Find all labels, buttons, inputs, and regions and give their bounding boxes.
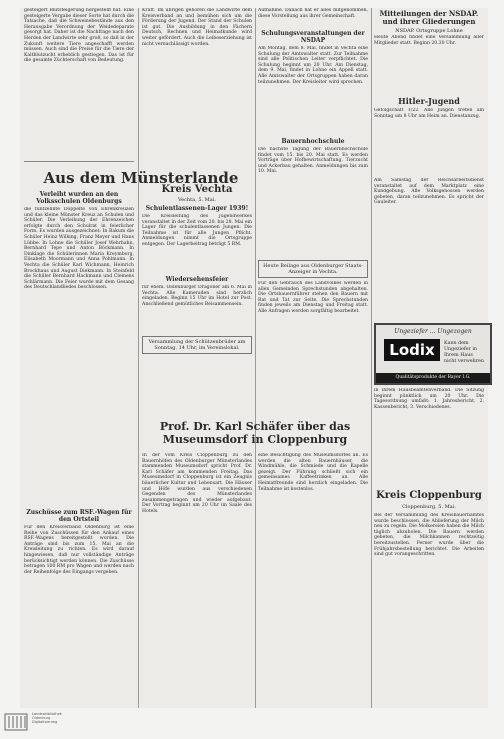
column-3 — [258, 8, 368, 371]
article-text: Aufnahme. Danach hat er alles mitgenommen, diese Vorstellung aus ihrer Gemeinschaft. — [258, 8, 368, 19]
article-text: die fünfzehnte Doppelte von Ehrenkreuzen und das kleine Münster Kreuz an Schulen und Schüler. Die Verleihung der Ehrenzeichen erfolgte durch den Schulrat in feierlicher Form. Es wurden ausgezeichnet: In Bakum die Schüler Heinz Wilking, Franz Meyer und Hans Lübbe. In Lohne die Schüler Josef Wehrhahn, Bernhard Tepe und Anton Böckmann. In Dinklage die Schülerinnen Maria Kreymborg, Elisabeth Moormann und Anna Pohlmann. In Vechta die Schüler Karl Wichmann, Heinrich Brockhaus und August Diekmann. In Steinfeld die Schüler Bernhard Hackmann und Clemens Schlärmann. Die Feier wurde mit dem Gesang des Deutschlandliedes beschlossen. — [24, 207, 134, 291]
section-heading: Kreis Vechta — [161, 184, 233, 195]
library-building-icon — [4, 712, 28, 732]
article-text: Bei der Versammlung des Kreisbauernamtes wurde beschlossen, die Ablieferung der Milch neu zu regeln. Die Molkereien haben die Milch täglich abzuholen. Die Bauern werden gebeten, die Milchkannen rechtzeitig bereitzustellen. Ferner wurde über die Frühjahrsbestellung berichtet. Die Arbeiten sind gut vorangeschritten. — [374, 513, 484, 558]
newspaper-page — [20, 8, 488, 708]
notice-box: Versammlung der Schützenbrüder am Sonntag, 14 Uhr, im Vereinslokal. — [142, 336, 252, 354]
ad-brand-logo: Lodix — [384, 339, 440, 361]
article-text: für ehem. Oldenburger Dragoner am 6. Mai in Vechta. Alle Kameraden sind herzlich eingeladen. Beginn 15 Uhr im Hotel zur Post. Anschließend gemütliches Beisammensein. — [142, 285, 252, 307]
ad-tagline: Ungeziefer ... Ungezogen — [394, 328, 472, 335]
article-headline: Prof. Dr. Karl Schäfer über das Museumsdorf in Cloppenburg — [159, 420, 351, 446]
article-heading: Zuschüsse zum RSF.-Wagen für den Ortsteil — [26, 509, 132, 523]
column-2 — [142, 8, 252, 357]
article-heading: Bauernhochschule — [281, 138, 345, 145]
column-rule — [138, 8, 139, 708]
article-text: Kraft. Im übrigen gehören die Landwirte dem Kreisverband an und bemühen sich um die Förderung der Jugend. Der Stand der Schulen ist gut. Die Ausbildung in den Fächern Deutsch, Rechnen und Heimatkunde wird weiter gefördert. Auch die Leibeserziehung ist nicht vernachlässigt worden. — [142, 8, 252, 47]
logo-line: Oldenburg — [32, 716, 51, 721]
article-text: Die Kreisleitung des Jugendwerkes veranstaltet in der Zeit vom 20. bis 28. Mai ein Lager für die schulentlassenen Jungen. Die Teilnahme ist für alle Jungen Pflicht. Anmeldungen nimmt die Ortsgruppe entgegen. Der Lagerbeitrag beträgt 5 RM. — [142, 214, 252, 247]
article-text: Heute Abend findet eine Versammlung aller Mitglieder statt. Beginn 20.30 Uhr. — [374, 35, 484, 46]
article-text: in ihrem Hausbeamtenverband. Die Sitzung beginnt pünktlich um 20 Uhr. Die Tagesordnung umfaßt: 1. Jahresbericht, 2. Kassenbericht, 3. Verschiedenes. — [374, 388, 484, 410]
article-text: Die nächste Tagung der Bauernhochschule findet vom 15. bis 20. Mai statt. Es werden Vorträge über Hofbewirtschaftung, Tierzucht und Ackerbau gehalten. Anmeldungen bis zum 10. Mai. — [258, 147, 368, 175]
section-heading: Hitler-Jugend — [398, 96, 460, 106]
article-heading: Schulungsveranstaltungen der NSDAP — [261, 30, 365, 44]
dateline: Cloppenburg, 5. Mai. — [402, 504, 456, 510]
article-text: eine Besichtigung des Museumsdorfes an. Es werden die alten Bauernhäuser, die Windmühle, die Schmiede und die Kapelle gezeigt. Der Führung schließt sich ein gemeinsames Kaffeetrinken an. Alle Heimatfreunde sind herzlich eingeladen. Die Teilnahme ist kostenlos. — [258, 453, 368, 492]
section-heading: Aus dem Münsterlande — [43, 169, 239, 187]
section-heading: Mitteilungen der NSDAP. und ihrer Gliederungen — [379, 9, 479, 26]
article-text: Für den Gebrauch des Landvolkes werden in allen Gemeinden Sprechstunden abgehalten. Die Ortsbauernführer stehen den Bauern mit Rat und Tat zur Seite. Die Sprechstunden finden jeweils am Dienstag und Freitag statt. Alle Anfragen werden sorgfältig bearbeitet. — [258, 281, 368, 314]
article-text: Am Samstag der Reichsarbeitsdienst veranstaltet auf dem Marktplatz eine Kundgebung. Alle Volksgenossen werden gebeten, daran teilzunehmen. Es spricht der Gauleiter. — [374, 178, 484, 206]
column-rule — [371, 8, 372, 708]
logo-line: Digitalisierung — [32, 720, 58, 725]
dateline: Vechta, 5. Mai. — [178, 197, 216, 203]
article-heading: Verleiht wurden an den Volksschulen Oldenburgs — [36, 191, 122, 205]
article-text: Am Montag, dem 8. Mai, findet in Vechta eine Schulung der Amtswalter statt. Zur Teilnahme sind alle Politischen Leiter verpflichtet. Die Schulung beginnt um 20 Uhr. Am Dienstag, dem 9. Mai, findet in Lohne ein Appell statt. Alle Amtswalter der Ortsgruppen haben daran teilzunehmen. Der Kreisleiter wird sprechen. — [258, 46, 368, 85]
ad-side-text: Kann dem Ungeziefer in Ihrem Haus nicht verwehren — [444, 341, 484, 364]
article-text: Gefolgschaft 1/22. Alle Jungen treten am Sonntag um 8 Uhr am Heim an. Dienstanzug. — [374, 108, 484, 119]
column-rule — [255, 8, 256, 708]
divider — [24, 161, 134, 162]
article-text: gesteigert Blutsteigerung hergestellt hat. Eine gesteigerte Vergabe dieser Sorte hat durch die Tatsache, daß die Schweinebestände aus den Herausgabe Verordnung der Weidedeparate gesorgt hat. Daher ist die Nachfrage nach den Herden der Landwirte sehr groß, so daß in der Zukunft weitere Tiere angeschafft werden müssen. Auch sind die Preise für die Tiere der Kaltblutzucht erheblich gestiegen. Das ist für die gesamte Züchterschaft von Bedeutung. — [24, 8, 134, 64]
logo-line: Landesbibliothek — [32, 712, 62, 716]
column-4 — [374, 8, 484, 248]
section-heading: Kreis Cloppenburg — [376, 490, 482, 501]
notice-box: Heute Beilage aus Oldenburger Staats-Anzeiger in Vechta. — [258, 260, 368, 278]
logo-text — [32, 712, 62, 725]
article-text: Für den Kreisverband Oldenburg ist eine Reihe von Zuschüssen für den Ankauf eines RSF.-Wagens bereitgestellt worden. Die Anträge sind bis zum 15. Mai an die Kreisleitung zu richten. Es wird darauf hingewiesen, daß nur vollständige Anträge berücksichtigt werden können. Die Zuschüsse betragen 100 RM pro Wagen und werden nach der Reihenfolge des Eingangs vergeben. — [24, 525, 134, 575]
article-heading: Wiedersehensfeier — [165, 276, 229, 283]
advertisement — [374, 323, 492, 385]
article-text: In der vom Kreis Cloppenburg zu den Bauernhöfen des Oldenburger Münsterlandes stammenden Museumsdorf spricht Prof. Dr. Karl Schäfer am kommenden Freitag. Das Museumsdorf in Cloppenburg ist ein Zeugnis bäuerlicher Kultur und Lebensart. Die Häuser und Höfe wurden aus verschiedenen Gegenden des Münsterlandes zusammengetragen und wieder aufgebaut. Der Vortrag beginnt um 20 Uhr im Saale des Hotels. — [142, 453, 252, 514]
sub-heading: NSDAP. Ortsgruppe Lohne — [395, 28, 463, 34]
ad-footer-bar: Qualitätsprodukte der Bayer I.G. — [376, 373, 490, 383]
article-heading: Schulentlassenen-Lager 1939! — [145, 205, 249, 212]
library-logo — [4, 712, 104, 734]
